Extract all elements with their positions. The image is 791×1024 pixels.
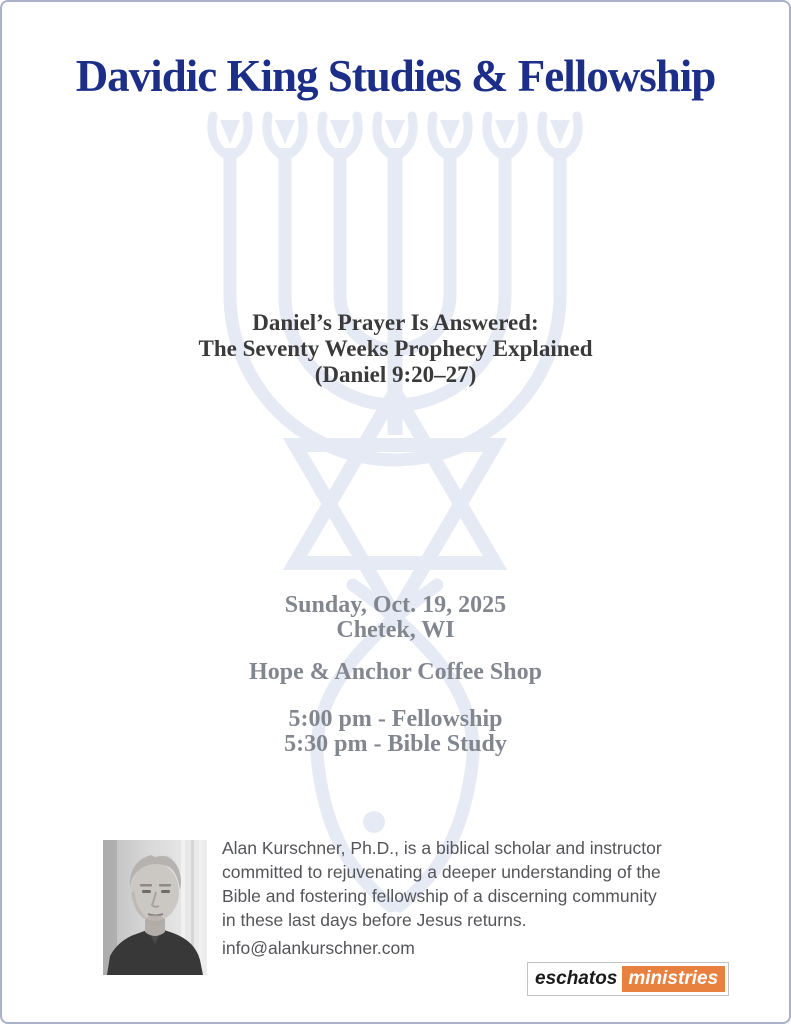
contact-email: info@alankurschner.com	[222, 938, 415, 958]
event-schedule	[0, 707, 791, 757]
bio-line-1: Alan Kurschner, Ph.D., is a biblical scholar and instructor	[222, 838, 662, 858]
event-date: Sunday, Oct. 19, 2025	[284, 592, 507, 618]
bio-line-4: in these last days before Jesus returns.	[222, 910, 527, 930]
event-city: Chetek, WI	[336, 617, 455, 643]
event-topic	[0, 310, 791, 388]
bio-line-3: Bible and fostering fellowship of a discerning community	[222, 886, 657, 906]
alan-kurschner-portrait	[103, 840, 207, 975]
logo-word-ministries: ministries	[622, 966, 725, 992]
bio-text	[222, 836, 702, 932]
event-venue: Hope & Anchor Coffee Shop	[249, 659, 542, 685]
logo-word-eschatos: eschatos	[535, 968, 618, 989]
event-date-location	[0, 593, 791, 643]
topic-line-3: (Daniel 9:20–27)	[314, 362, 477, 387]
schedule-line-1: 5:00 pm - Fellowship	[288, 706, 503, 732]
bio-line-2: committed to rejuvenating a deeper understanding of the	[222, 862, 661, 882]
eschatos-ministries-logo	[527, 962, 729, 996]
page-title: Davidic King Studies & Fellowship	[75, 51, 716, 101]
schedule-line-2: 5:30 pm - Bible Study	[284, 731, 507, 757]
topic-line-2: The Seventy Weeks Prophecy Explained	[198, 336, 593, 361]
topic-line-1: Daniel’s Prayer Is Answered:	[252, 310, 539, 335]
